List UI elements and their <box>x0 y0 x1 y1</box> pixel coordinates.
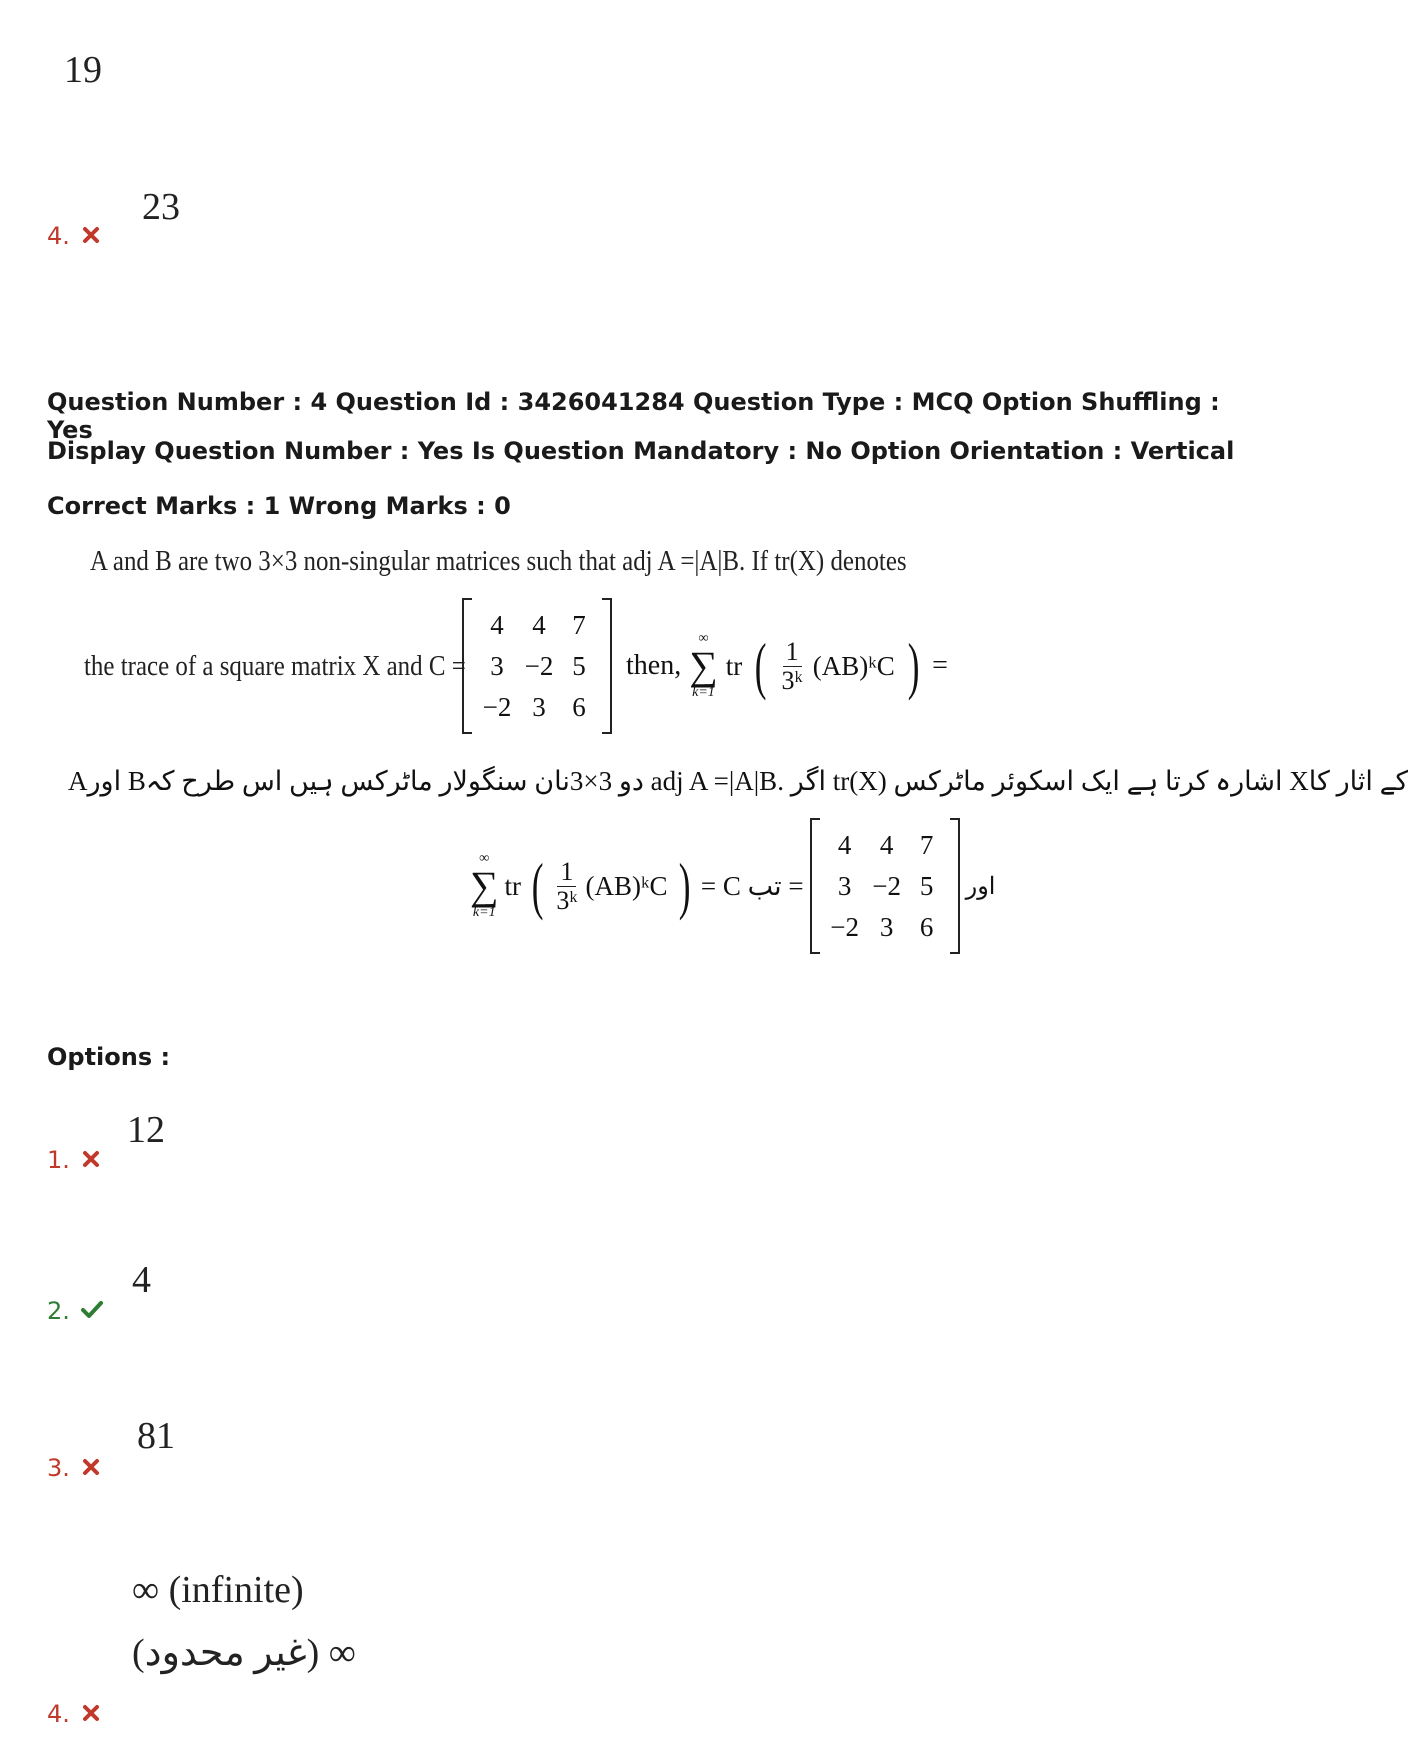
cross-icon <box>83 1705 99 1721</box>
option-1-number: 1. <box>47 1146 70 1174</box>
option-3-number: 3. <box>47 1454 70 1482</box>
options-label: Options : <box>47 1043 171 1071</box>
trace-label: tr <box>725 650 743 681</box>
option-2-number: 2. <box>47 1297 70 1325</box>
matrix-grid <box>820 824 950 949</box>
matrix-grid <box>472 604 602 729</box>
sum-upper: ∞ <box>698 631 709 646</box>
meta-line-2: Display Question Number : Yes Is Question Mandatory : No Option Orientation : Vertical <box>47 437 1235 465</box>
fraction <box>556 858 577 914</box>
sum-lower: k=1 <box>472 905 496 920</box>
matrix-cell: 5 <box>919 870 934 901</box>
matrix-c <box>462 598 612 734</box>
option-4-marker <box>47 1700 99 1728</box>
prev-option-4-marker <box>47 222 99 250</box>
fraction <box>782 638 803 694</box>
sum-upper: ∞ <box>479 851 490 866</box>
matrix-cell: 5 <box>572 650 586 681</box>
cross-icon <box>83 1151 99 1167</box>
check-icon <box>81 1301 103 1319</box>
sum-symbol: ∑ <box>689 643 718 688</box>
trace-label: tr <box>504 870 522 901</box>
option-3-marker <box>47 1454 99 1482</box>
matrix-cell: −2 <box>872 870 901 901</box>
ur-and: اور <box>965 873 996 900</box>
matrix-cell: 4 <box>532 609 546 640</box>
matrix-cell: 4 <box>490 609 504 640</box>
meta-line-3: Correct Marks : 1 Wrong Marks : 0 <box>47 492 511 520</box>
matrix-cell: −2 <box>482 691 512 722</box>
sum-lower: k=1 <box>692 685 715 700</box>
matrix-right-bracket <box>950 818 960 954</box>
then-word: then, <box>626 650 682 681</box>
prev-option-3-value: 19 <box>64 49 102 91</box>
question-en-line-2-prefix: the trace of a square matrix X and C = <box>84 649 466 682</box>
fraction-numerator: 1 <box>783 638 802 666</box>
ab-term: (AB)ᵏC <box>585 870 668 901</box>
matrix-cell: 6 <box>572 691 586 722</box>
matrix-cell: 3 <box>490 650 504 681</box>
summation-ur <box>470 852 499 920</box>
option-4-value: ∞ (infinite) <box>132 1569 304 1611</box>
left-paren: ( <box>755 630 767 701</box>
summation <box>689 632 718 700</box>
matrix-cell: 4 <box>837 829 852 860</box>
fraction-denominator: 3ᵏ <box>556 885 578 915</box>
ab-term: (AB)ᵏC <box>812 650 895 681</box>
right-paren: ) <box>678 850 691 921</box>
matrix-cell: 7 <box>572 609 586 640</box>
matrix-right-bracket <box>602 598 612 734</box>
question-ur-line-1: Aاور Bدو 3×3نان سنگولار ماٹرکس ہیں اس طرح کہ adj A =|A|B. اگر tr(X) اشارہ کرتا ہے ایک اسکوئر ماٹرکس Xکے اثار کا <box>68 766 1408 796</box>
matrix-cell: −2 <box>830 911 859 942</box>
option-2-value: 4 <box>132 1259 151 1301</box>
option-2-marker <box>47 1297 103 1325</box>
equals-sign: = <box>932 650 948 681</box>
matrix-cell: −2 <box>524 650 554 681</box>
right-paren: ) <box>907 630 920 701</box>
matrix-left-bracket <box>810 818 820 954</box>
ur-then-c: = تب C = <box>700 870 804 901</box>
matrix-cell: 3 <box>879 911 894 942</box>
prev-option-4-value: 23 <box>142 186 180 228</box>
question-en-line-1: A and B are two 3×3 non-singular matrices such that adj A =|A|B. If tr(X) denotes <box>90 545 907 577</box>
option-4-number: 4. <box>47 1700 70 1728</box>
matrix-cell: 6 <box>919 911 934 942</box>
cross-icon <box>83 227 99 243</box>
question-en-line-2 <box>84 598 948 734</box>
meta-line-1: Question Number : 4 Question Id : 3426041284 Question Type : MCQ Option Shuffling : Yes <box>47 388 1220 444</box>
option-1-marker <box>47 1146 99 1174</box>
fraction-denominator: 3ᵏ <box>781 665 803 695</box>
fraction-numerator: 1 <box>557 858 576 886</box>
question-ur-line-2 <box>470 818 995 954</box>
matrix-c-ur <box>810 818 960 954</box>
matrix-cell: 3 <box>532 691 546 722</box>
left-paren: ( <box>531 850 544 921</box>
matrix-cell: 4 <box>879 829 894 860</box>
matrix-cell: 7 <box>919 829 934 860</box>
sum-symbol: ∑ <box>470 863 499 908</box>
option-4-value-urdu: ∞ (غیر محدود) <box>132 1632 356 1674</box>
cross-icon <box>83 1459 99 1475</box>
matrix-cell: 3 <box>837 870 852 901</box>
option-3-value: 81 <box>137 1415 175 1457</box>
prev-option-4-number: 4. <box>47 222 70 250</box>
option-1-value: 12 <box>127 1109 165 1151</box>
